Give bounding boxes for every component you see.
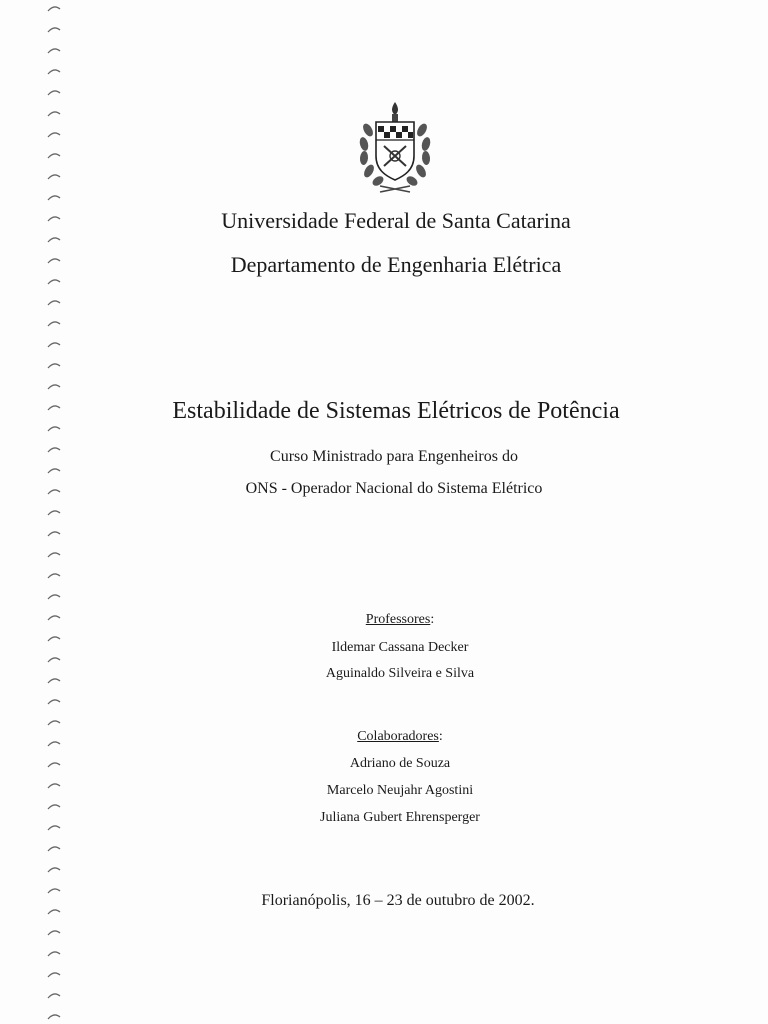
course-line-2: ONS - Operador Nacional do Sistema Elétrico: [245, 480, 543, 497]
professors-heading-label: Professores: [365, 612, 431, 627]
collaborators-heading: [16, 729, 768, 745]
binding-ring: [48, 112, 60, 116]
binding-ring: [48, 847, 60, 851]
professor-name: Aguinaldo Silveira e Silva: [325, 666, 475, 681]
binding-ring: [48, 91, 60, 95]
collaborator-name: Marcelo Neujahr Agostini: [326, 783, 474, 798]
binding-ring: [48, 553, 60, 557]
binding-ring: [48, 154, 60, 158]
binding-ring: [48, 595, 60, 599]
course-line-1: Curso Ministrado para Engenheiros do: [270, 448, 518, 465]
collaborator-name: Juliana Gubert Ehrensperger: [320, 810, 480, 825]
binding-ring: [48, 343, 60, 347]
binding-ring: [48, 931, 60, 935]
binding-ring: [48, 175, 60, 179]
binding-ring: [48, 28, 60, 32]
binding-ring: [48, 721, 60, 725]
department-name: Departamento de Engenharia Elétrica: [230, 252, 562, 277]
binding-ring: [48, 826, 60, 830]
binding-ring: [48, 133, 60, 137]
place-and-date: Florianópolis, 16 – 23 de outubro de 2002.: [261, 892, 535, 909]
binding-ring: [48, 385, 60, 389]
professor-name: Ildemar Cassana Decker: [331, 640, 469, 655]
professors-heading-suffix: :: [430, 612, 435, 627]
binding-ring: [48, 511, 60, 515]
collaborators-heading-suffix: :: [438, 729, 443, 744]
binding-ring: [48, 196, 60, 200]
binding-ring: [48, 7, 60, 11]
binding-ring: [48, 238, 60, 242]
spiral-binding-icon: [44, 0, 68, 1024]
binding-ring: [48, 1015, 60, 1019]
binding-ring: [48, 700, 60, 704]
binding-ring: [48, 805, 60, 809]
binding-ring: [48, 994, 60, 998]
binding-ring: [48, 973, 60, 977]
binding-ring: [48, 469, 60, 473]
university-name: Universidade Federal de Santa Catarina: [221, 208, 571, 233]
university-seal-icon: [354, 100, 436, 194]
binding-ring: [48, 952, 60, 956]
binding-ring: [48, 910, 60, 914]
binding-ring: [48, 70, 60, 74]
document-title: Estabilidade de Sistemas Elétricos de Potência: [172, 398, 620, 424]
collaborators-heading-label: Colaboradores: [357, 729, 439, 744]
binding-ring: [48, 301, 60, 305]
binding-ring: [48, 532, 60, 536]
binding-ring: [48, 49, 60, 53]
binding-ring: [48, 322, 60, 326]
professors-heading: [16, 612, 768, 628]
binding-ring: [48, 364, 60, 368]
binding-ring: [48, 574, 60, 578]
binding-ring: [48, 868, 60, 872]
binding-ring: [48, 280, 60, 284]
binding-ring: [48, 658, 60, 662]
binding-ring: [48, 427, 60, 431]
collaborator-name: Adriano de Souza: [349, 756, 451, 771]
